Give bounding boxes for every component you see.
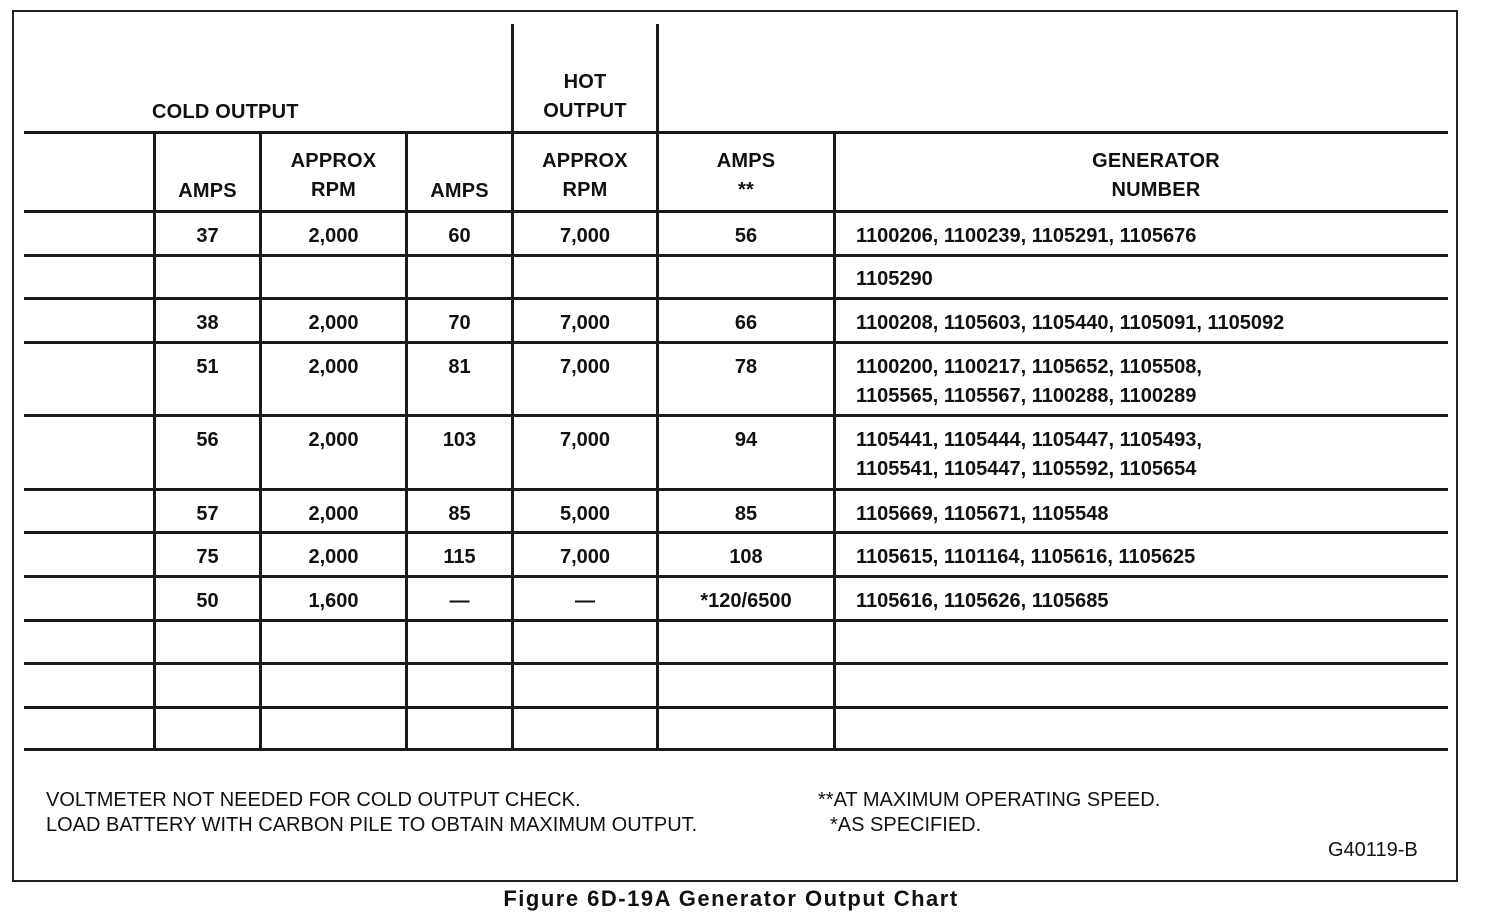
cell-cold-rpm: 2,000 <box>308 503 359 525</box>
cell-max-amps: 56 <box>734 225 758 247</box>
footnote-asterisk: *AS SPECIFIED. <box>830 814 982 836</box>
cell-hot-rpm: 7,000 <box>559 546 611 568</box>
cell-generators: 1100206, 1100239, 1105291, 1105676 <box>856 225 1197 247</box>
header-hot-output: HOT OUTPUT <box>543 71 627 122</box>
cell-hot-amps: 115 <box>443 546 476 568</box>
cell-cold-rpm: 2,000 <box>308 356 359 378</box>
cell-cold-rpm: 2,000 <box>308 225 359 247</box>
cell-max-amps: 94 <box>734 429 758 451</box>
rule-row <box>24 414 1448 417</box>
rule-header-bottom <box>24 210 1448 213</box>
cell-cold-rpm: 1,600 <box>308 590 359 612</box>
figure-id: G40119-B <box>1328 839 1418 861</box>
header-cold-output: COLD OUTPUT <box>152 101 299 123</box>
header-generator-number: GENERATOR NUMBER <box>1092 150 1220 201</box>
rule-row <box>24 575 1448 578</box>
cell-cold-amps: 38 <box>196 312 219 334</box>
cell-max-amps: 108 <box>729 546 763 568</box>
cell-hot-amps: 81 <box>448 356 471 378</box>
rule-row <box>24 619 1448 622</box>
rule-row <box>24 706 1448 709</box>
rule-header-top <box>24 131 1448 134</box>
cell-cold-amps: 57 <box>196 503 219 525</box>
header-cold-amps: AMPS <box>178 180 237 202</box>
cell-max-amps: 85 <box>734 503 758 525</box>
cell-hot-amps: 60 <box>448 225 471 247</box>
cell-hot-rpm: — <box>575 590 595 612</box>
header-hot-amps: AMPS <box>430 180 489 202</box>
cell-generators: 1105616, 1105626, 1105685 <box>856 590 1109 612</box>
cell-cold-rpm: 2,000 <box>308 546 359 568</box>
col-divider <box>833 133 836 750</box>
cell-hot-rpm: 7,000 <box>559 356 611 378</box>
col-divider-hot <box>511 24 514 750</box>
cell-cold-amps: 50 <box>196 590 219 612</box>
footnote-double-asterisk: **AT MAXIMUM OPERATING SPEED. <box>818 789 1161 811</box>
rule-row <box>24 531 1448 534</box>
cell-hot-rpm: 7,000 <box>559 429 611 451</box>
rule-row <box>24 297 1448 300</box>
col-divider-hot-end <box>656 24 659 750</box>
cell-generators: 1105669, 1105671, 1105548 <box>856 503 1109 525</box>
note-voltmeter: VOLTMETER NOT NEEDED FOR COLD OUTPUT CHECK. <box>46 789 581 811</box>
cell-generators: 1105615, 1101164, 1105616, 1105625 <box>856 546 1196 568</box>
cell-hot-amps: 85 <box>448 503 471 525</box>
cell-cold-amps: 37 <box>196 225 219 247</box>
cell-generators: 1105441, 1105444, 1105447, 1105493, 1105541, 1105447, 1105592, 1105654 <box>856 429 1202 480</box>
cell-hot-rpm: 5,000 <box>559 503 611 525</box>
cell-generators: 1100200, 1100217, 1105652, 1105508, 1105565, 1105567, 1100288, 1100289 <box>856 356 1202 407</box>
cell-max-amps: *120/6500 <box>700 590 792 612</box>
cell-hot-amps: 70 <box>448 312 471 334</box>
cell-cold-amps: 75 <box>196 546 219 568</box>
cell-max-amps: 78 <box>734 356 758 378</box>
cell-cold-amps: 51 <box>196 356 219 378</box>
rule-table-bottom <box>24 748 1448 751</box>
cell-cold-rpm: 2,000 <box>308 429 359 451</box>
cell-hot-rpm: 7,000 <box>559 312 611 334</box>
cell-cold-rpm: 2,000 <box>308 312 359 334</box>
rule-row <box>24 341 1448 344</box>
cell-generators: 1100208, 1105603, 1105440, 1105091, 1105092 <box>856 312 1285 334</box>
cell-hot-rpm: 7,000 <box>559 225 611 247</box>
figure-caption: Figure 6D-19A Generator Output Chart <box>503 886 959 911</box>
note-load-battery: LOAD BATTERY WITH CARBON PILE TO OBTAIN MAXIMUM OUTPUT. <box>46 814 698 836</box>
rule-row <box>24 488 1448 491</box>
rule-row <box>24 254 1448 257</box>
cell-max-amps: 66 <box>734 312 758 334</box>
header-cold-rpm: APPROX RPM <box>290 150 377 201</box>
rule-row <box>24 662 1448 665</box>
header-max-amps: AMPS ** <box>716 150 776 201</box>
cell-generators: 1105290 <box>856 268 933 290</box>
header-hot-rpm: APPROX RPM <box>542 150 628 201</box>
cell-hot-amps: 103 <box>442 429 477 451</box>
cell-cold-amps: 56 <box>196 429 219 451</box>
cell-hot-amps: — <box>449 590 470 612</box>
